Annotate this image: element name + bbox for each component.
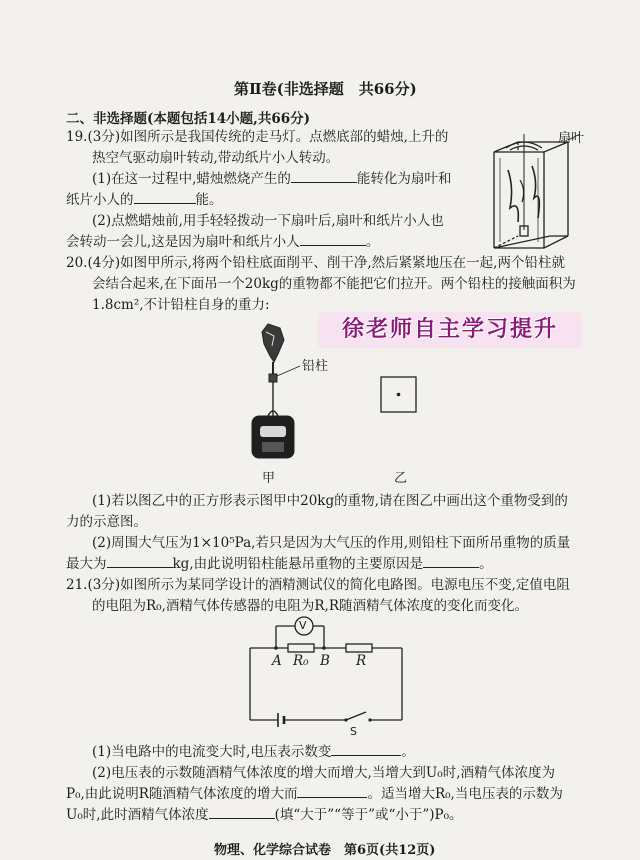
q19-answer-blank-2[interactable] <box>134 191 196 204</box>
q19-fig-label-blade: 扇叶 <box>558 131 585 146</box>
q19-part1-text-d: 能。 <box>195 192 223 208</box>
q20-stem-line2: 会结合起来,在下面吊一个20kg的重物都不能把它们拉开。两个铅柱的接触面积为 <box>92 276 576 292</box>
q20-stem-line3: 1.8cm²,不计铅柱自身的重力: <box>92 297 270 313</box>
q21-part2-line3 <box>66 806 463 824</box>
q19-answer-blank-1[interactable] <box>291 170 357 183</box>
q20-fig-label-yi: 乙 <box>394 471 408 486</box>
q20-part1-line2: 力的示意图。 <box>66 514 147 530</box>
q21-part2-line1: (2)电压表的示数随酒精气体浓度的增大而增大,当增大到U₀时,酒精气体浓度为 <box>92 765 555 781</box>
q19-part1-text-a: (1)在这一过程中,蜡烛燃烧产生的 <box>92 171 291 187</box>
q20-fig-label-jia: 甲 <box>262 471 276 486</box>
q20-fig-label-lead: 铅柱 <box>302 359 329 374</box>
q20-stem-line1: 20.(4分)如图甲所示,将两个铅柱底面削平、削干净,然后紧紧地压在一起,两个铅柱就 <box>66 255 565 271</box>
q19-part2-text-c: 。 <box>365 234 380 250</box>
q21-answer-blank-2[interactable] <box>297 785 367 798</box>
q21-part2-text-d: U₀时,此时酒精气体浓度 <box>66 807 209 823</box>
square-weight-figure <box>380 376 420 416</box>
q21-part2-text-b: P₀,由此说明R随酒精气体浓度的增大而 <box>66 786 298 802</box>
node-b-label: B <box>320 653 330 669</box>
q21-part2-text-c: 。适当增大R₀,当电压表的示数为 <box>367 786 563 802</box>
q21-answer-blank-1[interactable] <box>331 743 401 756</box>
watermark-banner: 徐老师自主学习提升 <box>318 312 582 348</box>
lead-cylinder-figure <box>244 318 304 468</box>
q21-part1-line <box>92 743 415 761</box>
q19-stem-line2: 热空气驱动扇叶转动,带动纸片小人转动。 <box>92 150 340 166</box>
q20-part2-text-d: 。 <box>479 556 493 572</box>
node-a-label: A <box>272 653 282 669</box>
q21-stem-line1: 21.(3分)如图所示为某同学设计的酒精测试仪的简化电路图。电源电压不变,定值电阻 <box>66 577 570 593</box>
q20-part1-line1: (1)若以图乙中的正方形表示图甲中20kg的重物,请在图乙中画出这个重物受到的 <box>92 493 568 509</box>
q20-part2-line2 <box>66 555 493 573</box>
q19-part2-line1: (2)点燃蜡烛前,用手轻轻拨动一下扇叶后,扇叶和纸片小人也 <box>92 213 444 229</box>
voltmeter-label: V <box>299 619 307 632</box>
q21-answer-blank-3[interactable] <box>209 806 275 819</box>
q21-part1-text-a: (1)当电路中的电流变大时,电压表示数变 <box>92 744 332 760</box>
q21-part2-text-e: (填“大于”“等于”或“小于”)P₀。 <box>274 807 463 823</box>
resistor-r0-label: R₀ <box>293 653 309 669</box>
q19-part2-text-b: 会转动一会儿,这是因为扇叶和纸片小人 <box>66 234 300 250</box>
q20-part2-text-c: kg,由此说明铅柱能悬吊重物的主要原因是 <box>172 556 424 572</box>
q21-part2-line2 <box>66 785 563 803</box>
q21-stem-line2: 的电阻为R₀,酒精气体传感器的电阻为R,R随酒精气体浓度的变化而变化。 <box>92 598 528 614</box>
lantern-figure <box>480 130 590 255</box>
resistor-r-label: R <box>356 653 367 669</box>
q19-answer-blank-3[interactable] <box>300 233 366 246</box>
part-heading: 二、非选择题(本题包括14小题,共66分) <box>66 111 311 127</box>
q20-answer-blank-1[interactable] <box>107 555 173 568</box>
circuit-diagram <box>248 614 408 734</box>
page-footer: 物理、化学综合试卷 第6页(共12页) <box>214 843 436 858</box>
section-title: 第Ⅱ卷(非选择题 共66分) <box>234 80 417 98</box>
q20-answer-blank-2[interactable] <box>423 555 479 568</box>
q19-part1-line2 <box>66 191 223 209</box>
q19-part2-line2 <box>66 233 379 251</box>
switch-label: S <box>350 725 357 738</box>
q19-part1-text-c: 纸片小人的 <box>66 192 134 208</box>
q19-part1-line1 <box>92 170 451 188</box>
q21-part1-text-b: 。 <box>401 744 415 760</box>
q19-stem-line1: 19.(3分)如图所示是我国传统的走马灯。点燃底部的蜡烛,上升的 <box>66 129 449 145</box>
q20-part2-text-b: 最大为 <box>66 556 107 572</box>
q20-part2-line1: (2)周围大气压为1×10⁵Pa,若只是因为大气压的作用,则铅柱下面所吊重物的质量 <box>92 535 571 551</box>
q19-part1-text-b: 能转化为扇叶和 <box>356 171 452 187</box>
